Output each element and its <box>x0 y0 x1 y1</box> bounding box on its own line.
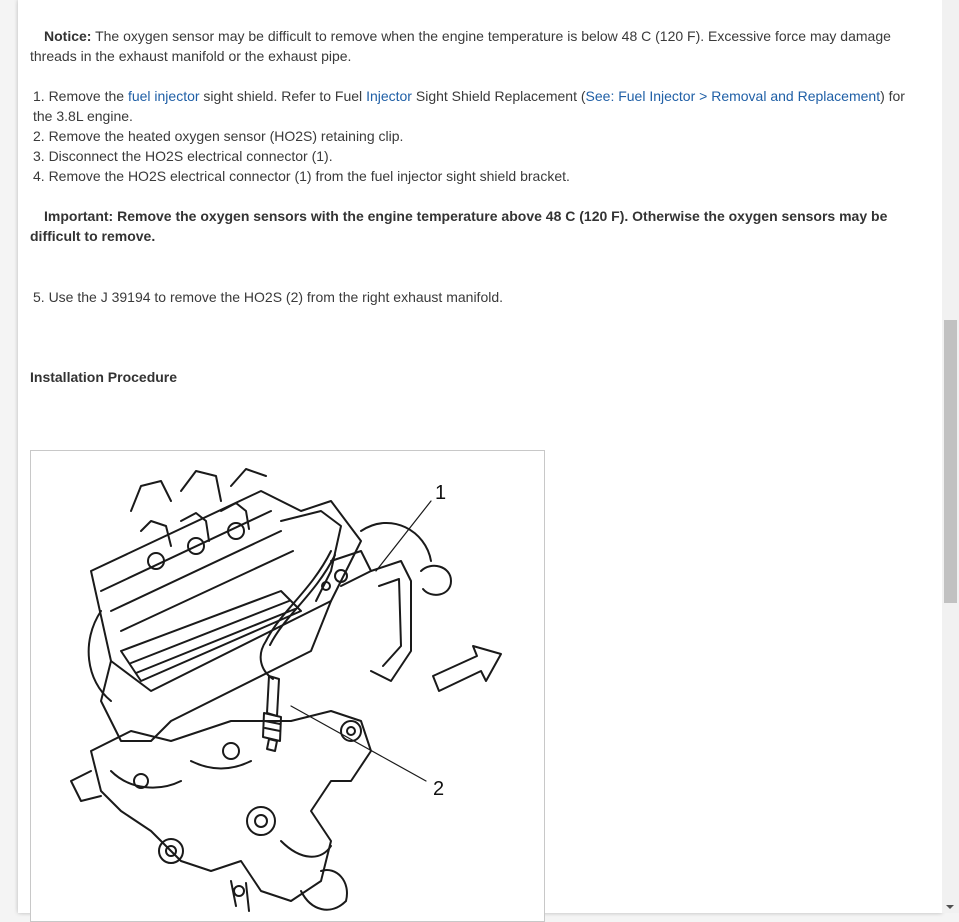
step-2: 2. Remove the heated oxygen sensor (HO2S) retaining clip. <box>33 128 404 144</box>
oxygen-sensor <box>267 676 279 716</box>
scroll-down-icon[interactable] <box>946 905 954 909</box>
notice-text: The oxygen sensor may be difficult to remove when the engine temperature is below 48 C (120 F). Excessive force may damage threads in the exhaust manifold or the exhaust pipe. <box>30 28 891 64</box>
callout-1-label: 1 <box>435 482 447 504</box>
removal-steps <box>30 86 920 186</box>
injector-link[interactable]: Injector <box>366 88 412 104</box>
step-1-mid1: sight shield. Refer to Fuel <box>199 88 367 104</box>
sensor-wire <box>261 551 331 679</box>
direction-arrow <box>433 646 501 691</box>
step-5: 5. Use the J 39194 to remove the HO2S (2) from the right exhaust manifold. <box>33 289 504 305</box>
callout-2-label: 2 <box>433 778 445 800</box>
document-page <box>18 0 942 913</box>
step-1-prefix: 1. Remove the <box>33 88 128 104</box>
scrollbar-thumb[interactable] <box>944 320 957 603</box>
see-fuel-injector-link[interactable]: See: Fuel Injector > Removal and Replacement <box>585 88 881 104</box>
important-label: Important: <box>44 208 114 224</box>
procedure-content <box>30 26 920 387</box>
notice-label: Notice: <box>44 28 92 44</box>
step-4: 4. Remove the HO2S electrical connector (1) from the fuel injector sight shield bracket. <box>33 168 570 184</box>
step-1 <box>33 86 920 126</box>
exhaust-manifold <box>91 711 371 901</box>
important-text: Remove the oxygen sensors with the engine temperature above 48 C (120 F). Otherwise the oxygen sensors may be difficult to remove. <box>30 208 888 244</box>
engine-line-drawing <box>31 451 544 921</box>
step-1-suffix: ) for the 3.8L engine. <box>33 88 905 124</box>
callout-1-leader <box>376 501 431 571</box>
step-1-mid2: Sight Shield Replacement ( <box>411 88 586 104</box>
installation-procedure-heading: Installation Procedure <box>30 369 178 385</box>
engine-illustration <box>30 450 545 922</box>
fuel-injector-link[interactable]: fuel injector <box>127 88 200 104</box>
bracket <box>281 511 341 601</box>
step-3: 3. Disconnect the HO2S electrical connector (1). <box>33 148 333 164</box>
vertical-scrollbar[interactable] <box>942 0 959 913</box>
notice-paragraph <box>30 26 920 66</box>
important-paragraph <box>30 206 920 246</box>
